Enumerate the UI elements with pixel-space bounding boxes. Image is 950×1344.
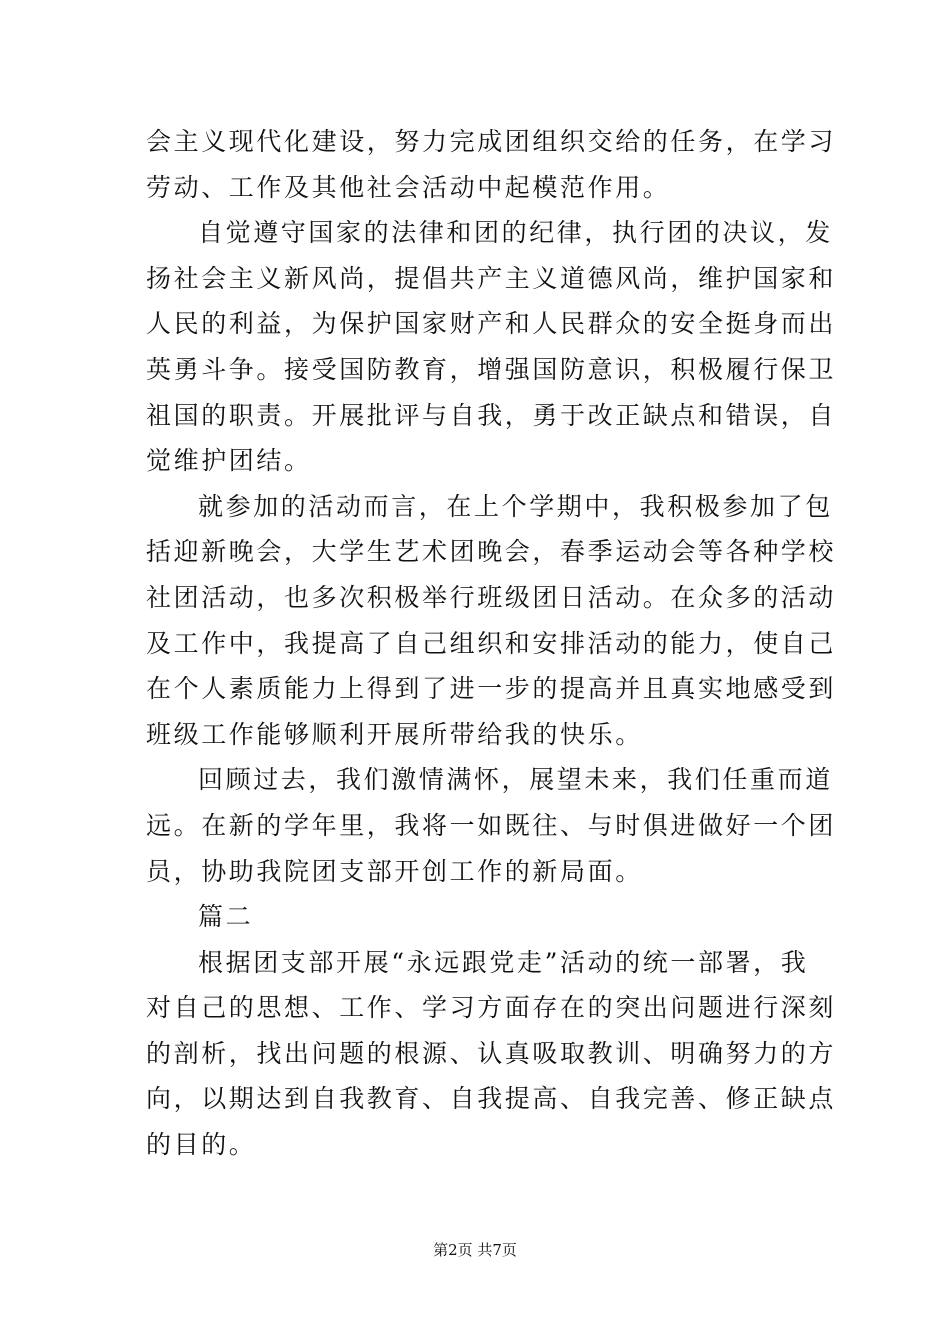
text-line: 的目的。 [146,1130,257,1160]
text-line: 祖国的职责。开展批评与自我，勇于改正缺点和错误，自 [146,400,837,430]
section-heading: 篇二 [198,902,254,932]
paragraph-start-line: 回顾过去，我们激情满怀，展望未来，我们任重而道 [198,765,833,795]
document-body [146,119,837,1168]
text-line: 社团活动，也多次积极举行班级团日活动。在众多的活动 [146,582,837,612]
text-line: 班级工作能够顺利开展所带给我的快乐。 [146,719,643,749]
paragraph-start-line: 就参加的活动而言，在上个学期中，我积极参加了包 [198,491,833,521]
text-line: 觉维护团结。 [146,446,312,476]
text-line: 向，以期达到自我教育、自我提高、自我完善、修正缺点 [146,1084,837,1114]
text-line: 在个人素质能力上得到了进一步的提高并且真实地感受到 [146,674,837,704]
text-line: 会主义现代化建设，努力完成团组织交给的任务，在学习 [146,127,837,156]
text-line: 英勇斗争。接受国防教育，增强国防意识，积极履行保卫 [146,354,837,384]
text-line: 的剖析，找出问题的根源、认真吸取教训、明确努力的方 [146,1038,837,1068]
text-line: 扬社会主义新风尚，提倡共产主义道德风尚，维护国家和 [146,263,837,293]
text-line: 远。在新的学年里，我将一如既往、与时俱进做好一个团 [146,810,837,840]
text-line: 及工作中，我提高了自己组织和安排活动的能力，使自己 [146,628,837,658]
text-line: 劳动、工作及其他社会活动中起模范作用。 [146,172,671,202]
paragraph-start-line: 自觉遵守国家的法律和团的纪律，执行团的决议，发 [198,218,833,248]
text-line: 人民的利益，为保护国家财产和人民群众的安全挺身而出 [146,309,837,339]
text-line: 括迎新晚会，大学生艺术团晚会，春季运动会等各种学校 [146,537,837,567]
page-number-footer: 第2页 共7页 [433,1241,517,1259]
text-line: 员，协助我院团支部开创工作的新局面。 [146,856,643,886]
paragraph-start-line: 根据团支部开展“永远跟党走”活动的统一部署，我 [198,947,809,977]
text-line: 对自己的思想、工作、学习方面存在的突出问题进行深刻 [146,993,837,1023]
